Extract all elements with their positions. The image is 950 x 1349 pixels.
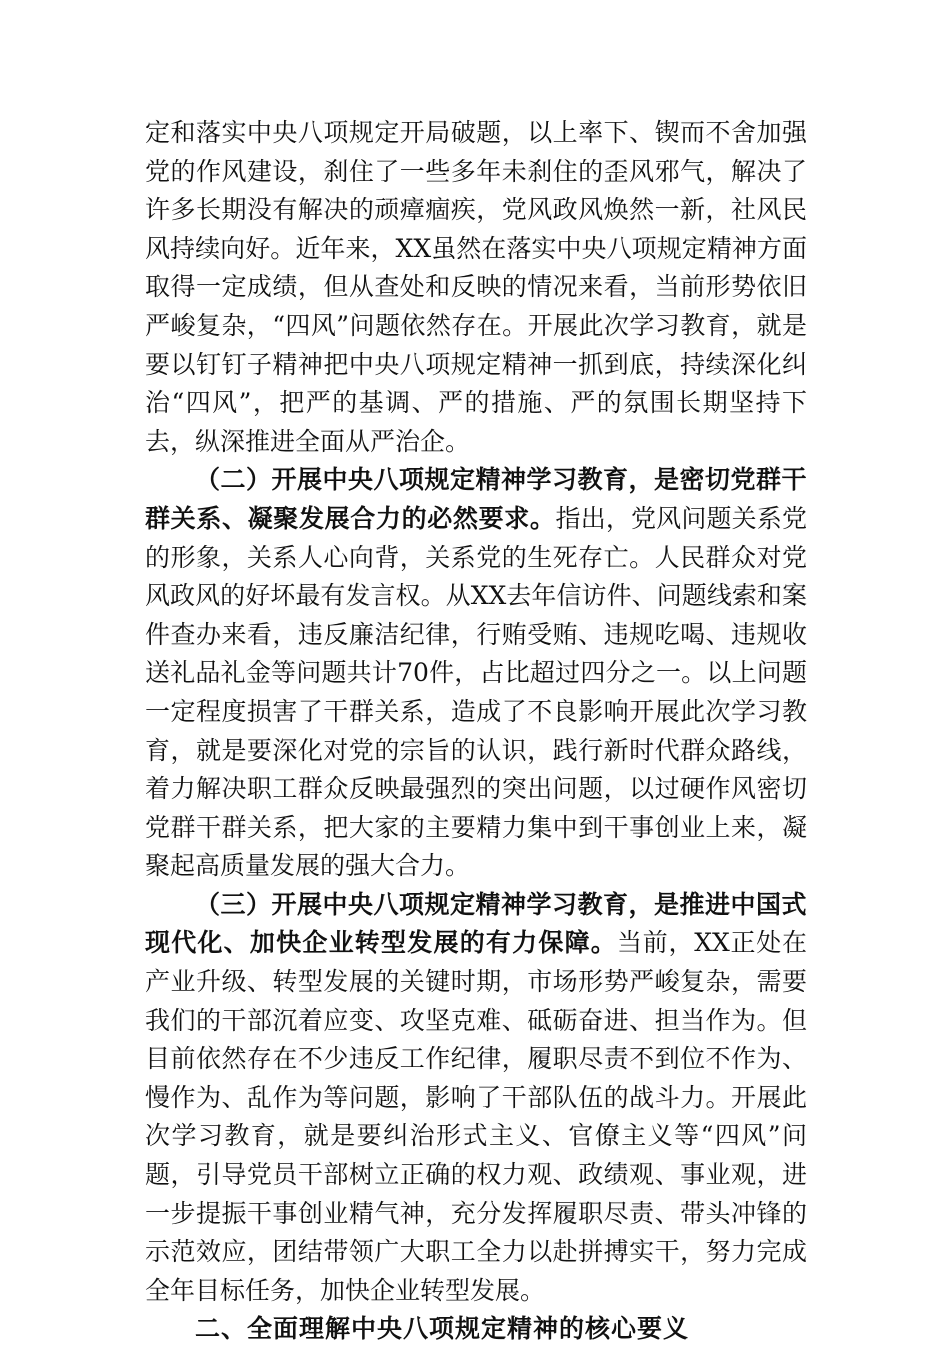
paragraph-point-three: [145, 886, 807, 1311]
paragraph-point-two: [145, 461, 807, 886]
paragraph-body: 当前，XX正处在产业升级、转型发展的关键时期，市场形势严峻复杂，需要我们的干部沉着应变、攻坚克难、砥砺奋进、担当作为。但目前依然存在不少违反工作纪律，履职尽责不到位不作为、慢作为、乱作为等问题，影响了干部队伍的战斗力。开展此次学习教育，就是要纠治形式主义、官僚主义等“四风”问题，引导党员干部树立正确的权力观、政绩观、事业观，进一步提振干事创业精气神，充分发挥履职尽责、带头冲锋的示范效应，团结带领广大职工全力以赴拼搏实干，努力完成全年目标任务，加快企业转型发展。: [145, 928, 807, 1305]
paragraph-continued: [145, 114, 807, 461]
paragraph-body: 指出，党风问题关系党的形象，关系人心向背，关系党的生死存亡。人民群众对党风政风的好坏最有发言权。从XX去年信访件、问题线索和案件查办来看，违反廉洁纪律，行贿受贿、违规吃喝、违规收送礼品礼金等问题共计70件，占比超过四分之一。以上问题一定程度损害了干群关系，造成了不良影响开展此次学习教育，就是要深化对党的宗旨的认识，践行新时代群众路线，着力解决职工群众反映最强烈的突出问题，以过硬作风密切党群干群关系，把大家的主要精力集中到干事创业上来，凝聚起高质量发展的强大合力。: [145, 503, 807, 881]
paragraph-lead-bold: （三）开展中央八项规定精神学习教育，是推进中国式现代化、加快企业转型发展的有力保障。: [145, 889, 808, 958]
paragraph-lead-bold: （二）开展中央八项规定精神学习教育，是密切党群干群关系、凝聚发展合力的必然要求。: [145, 465, 808, 533]
paragraph-body: 定和落实中央八项规定开局破题，以上率下、锲而不舍加强党的作风建设，刹住了一些多年未刹住的歪风邪气，解决了许多长期没有解决的顽瘴痼疾，党风政风焕然一新，社风民风持续向好。近年来，XX虽然在落实中央八项规定精神方面取得一定成绩，但从查处和反映的情况来看，当前形势依旧严峻复杂，“四风”问题依然存在。开展此次学习教育，就是要以钉钉子精神把中央八项规定精神一抓到底，持续深化纠治“四风”，把严的基调、严的措施、严的氛围长期坚持下去，纵深推进全面从严治企。: [145, 118, 807, 456]
section-heading: 二、全面理解中央八项规定精神的核心要义: [195, 1314, 690, 1344]
document-page: [145, 114, 807, 1349]
